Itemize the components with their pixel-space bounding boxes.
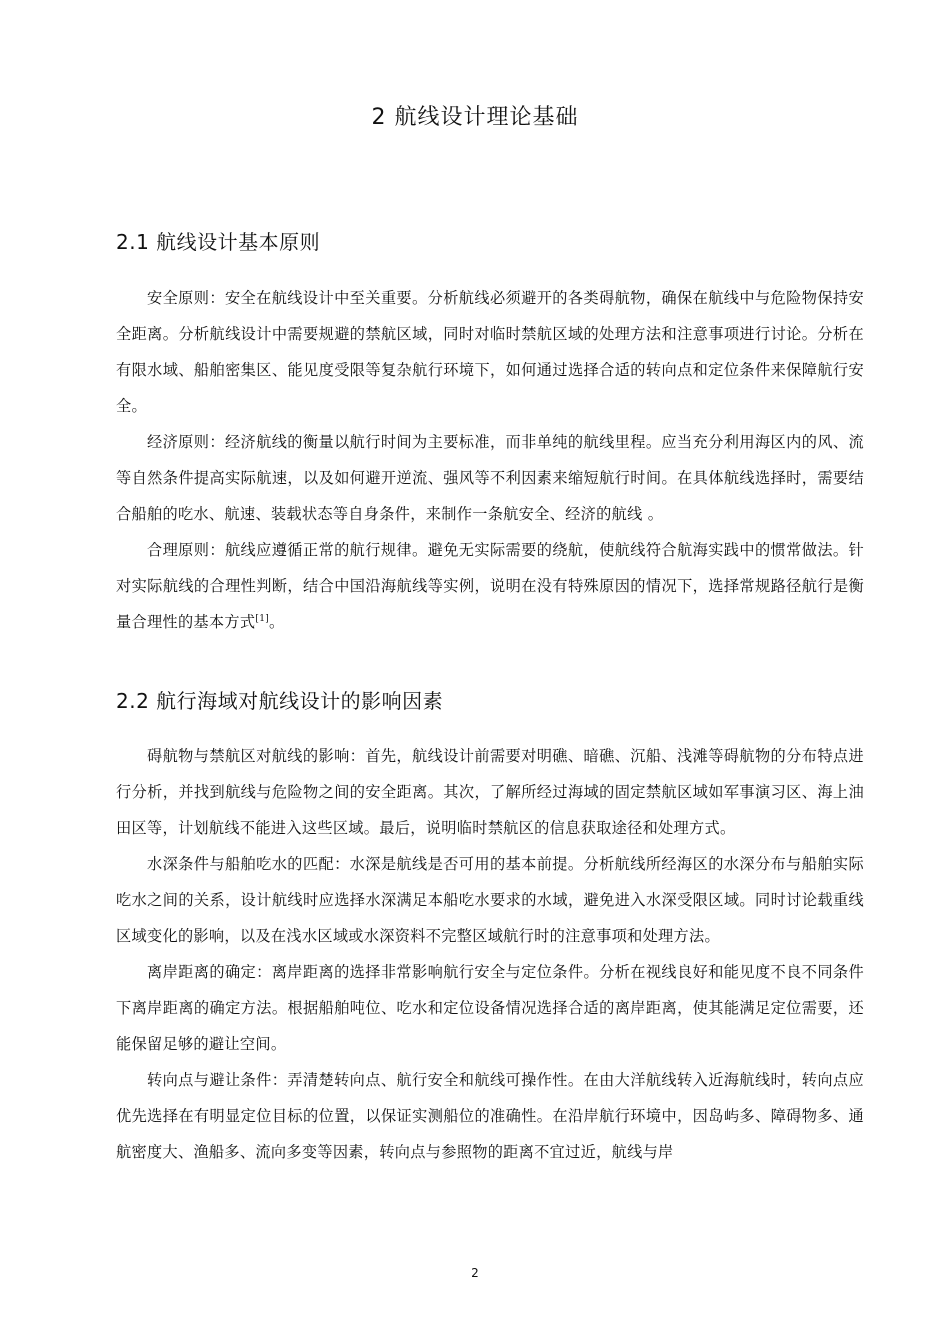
paragraph-depth-draft: 水深条件与船舶吃水的匹配：水深是航线是否可用的基本前提。分析航线所经海区的水深分布与船舶实际吃水之间的关系，设计航线时应选择水深满足本船吃水要求的水域，避免进入水深受限区域。同时讨论载重线区域变化的影响，以及在浅水区域或水深资料不完整区域航行时的注意事项和处理方法。: [116, 855, 864, 945]
section-2-1-body: [116, 280, 864, 640]
paragraph-safety-principle: 安全原则：安全在航线设计中至关重要。分析航线必须避开的各类碍航物，确保在航线中与危险物保持安全距离。分析航线设计中需要规避的禁航区域，同时对临时禁航区域的处理方法和注意事项进行讨论。分析在有限水域、船舶密集区、能见度受限等复杂航行环境下，如何通过选择合适的转向点和定位条件来保障航行安全。: [116, 289, 864, 415]
paragraph-economy-principle: 经济原则：经济航线的衡量以航行时间为主要标准，而非单纯的航线里程。应当充分利用海区内的风、流等自然条件提高实际航速，以及如何避开逆流、强风等不利因素来缩短航行时间。在具体航线选择时，需要结合船舶的吃水、航速、装载状态等自身条件，来制作一条航安全、经济的航线 。: [116, 433, 864, 523]
paragraph-offshore-distance: 离岸距离的确定：离岸距离的选择非常影响航行安全与定位条件。分析在视线良好和能见度不良不同条件下离岸距离的确定方法。根据船舶吨位、吃水和定位设备情况选择合适的离岸距离，使其能满足定位需要，还能保留足够的避让空间。: [116, 963, 864, 1053]
page-number: 2: [471, 1266, 479, 1280]
citation-reference: [1]: [255, 613, 270, 624]
paragraph-turning-points: 转向点与避让条件：弄清楚转向点、航行安全和航线可操作性。在由大洋航线转入近海航线时，转向点应优先选择在有明显定位目标的位置，以保证实测船位的准确性。在沿岸航行环境中，因岛屿多、障碍物多、通航密度大、渔船多、流向多变等因素，转向点与参照物的距离不宜过近，航线与岸: [116, 1071, 864, 1161]
paragraph-rationality-end: 。: [269, 613, 285, 631]
section-heading-2-2: 2.2 航行海域对航线设计的影响因素: [116, 689, 444, 713]
chapter-title: 2 航线设计理论基础: [371, 105, 579, 130]
paragraph-rationality-principle: [116, 532, 864, 640]
paragraph-obstacles-restricted-areas: 碍航物与禁航区对航线的影响：首先，航线设计前需要对明礁、暗礁、沉船、浅滩等碍航物的分布特点进行分析，并找到航线与危险物之间的安全距离。其次，了解所经过海域的固定禁航区域如军事演习区、海上油田区等，计划航线不能进入这些区域。最后，说明临时禁航区的信息获取途径和处理方式。: [116, 747, 864, 837]
section-2-2-body: [116, 738, 864, 1170]
paragraph-rationality-text: 合理原则：航线应遵循正常的航行规律。避免无实际需要的绕航，使航线符合航海实践中的惯常做法。针对实际航线的合理性判断，结合中国沿海航线等实例，说明在没有特殊原因的情况下，选择常规路径航行是衡量合理性的基本方式: [116, 541, 864, 631]
section-heading-2-1: 2.1 航线设计基本原则: [116, 230, 321, 254]
